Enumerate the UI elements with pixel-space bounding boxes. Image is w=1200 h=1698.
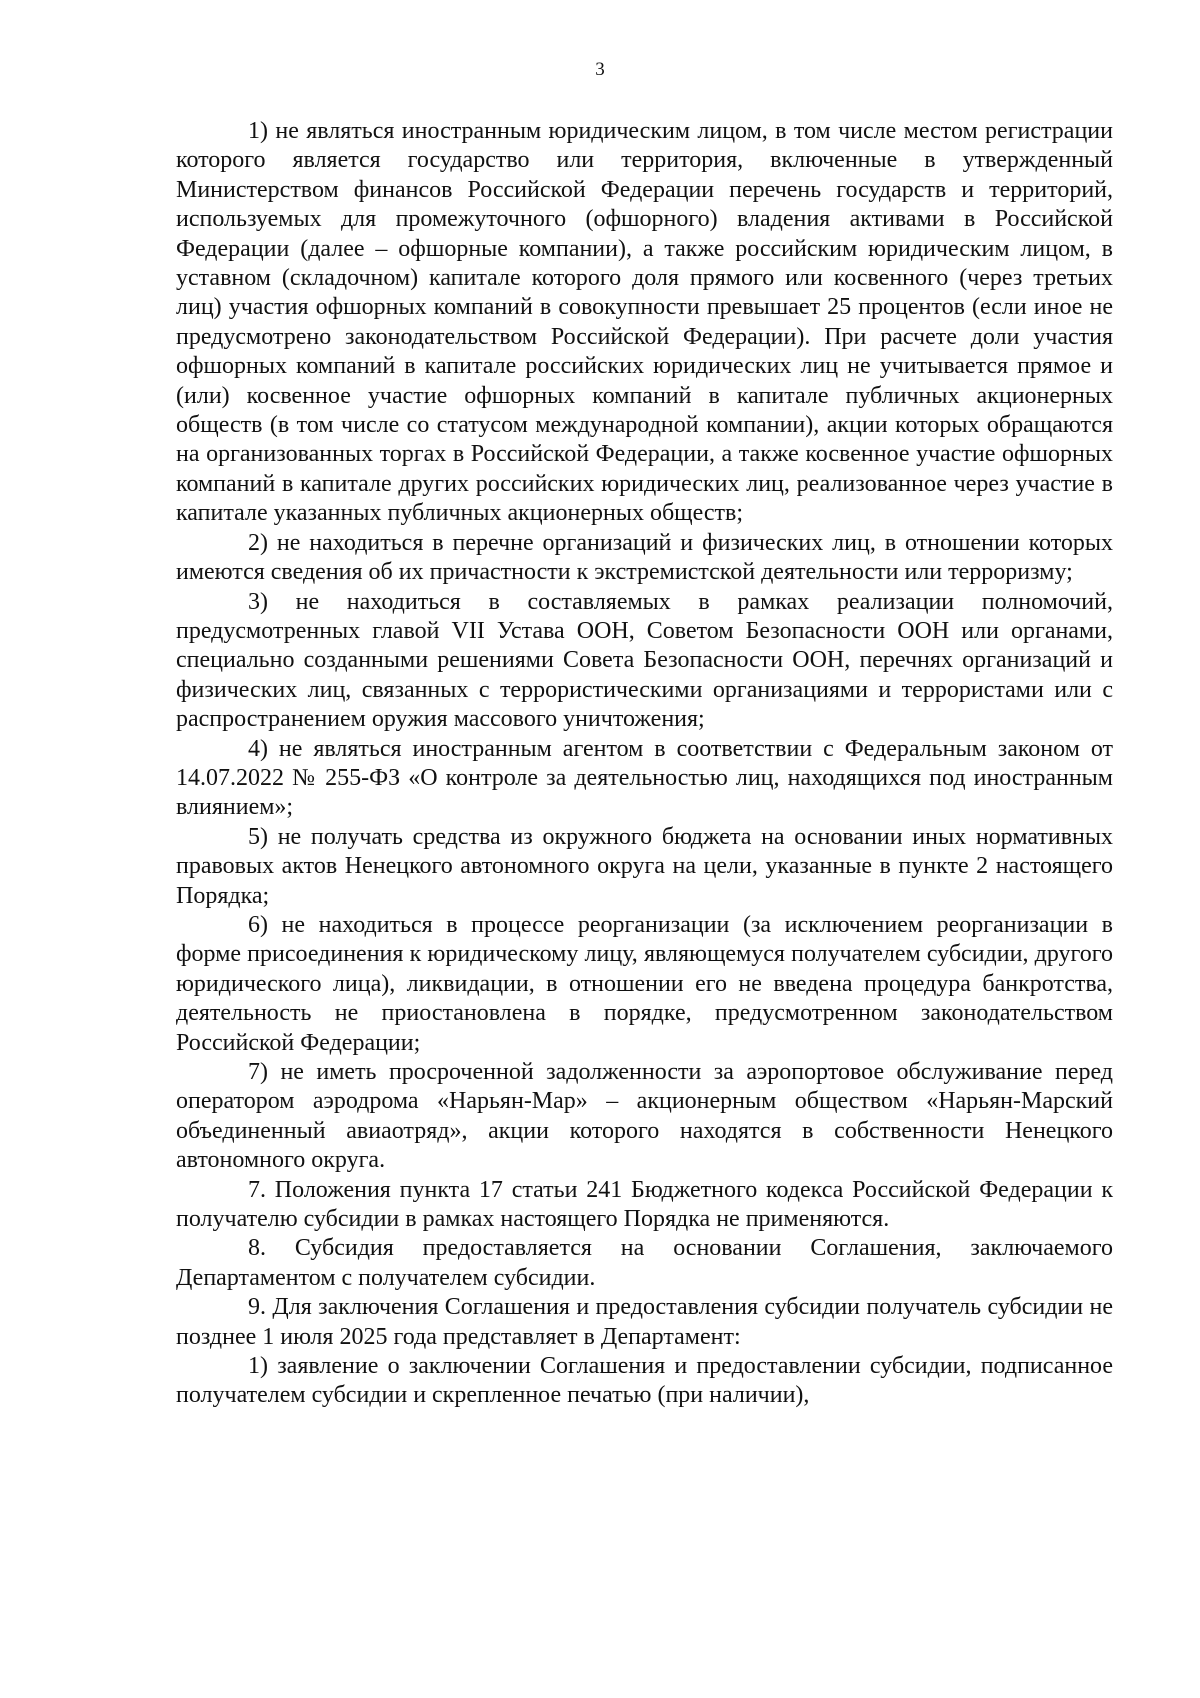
paragraph-item-3-un-lists: 3) не находиться в составляемых в рамках реализации полномочий, предусмотренных главой VII Устава ООН, Советом Безопасности ООН или органами, специально созданными решениями Совета Безопасности ООН, перечнях организаций и физических лиц, связанных с террористическими организациями и террористами или с распространением оружия массового уничтожения; <box>176 588 1113 733</box>
paragraph-item-1-offshore: 1) не являться иностранным юридическим лицом, в том числе местом регистрации которого является государство или территория, включенные в утвержденный Министерством финансов Российской Федерации перечень государств и территорий, используемых для промежуточного (офшорного) владения активами в Российской Федерации (далее – офшорные компании), а также российским юридическим лицом, в уставном (складочном) капитале которого доля прямого или косвенного (через третьих лиц) участия офшорных компаний в совокупности превышает 25 процентов (если иное не предусмотрено законодательством Российской Федерации). При расчете доли участия офшорных компаний в капитале российских юридических лиц не учитывается прямое и (или) косвенное участие офшорных компаний в капитале публичных акционерных обществ (в том числе со статусом международной компании), акции которых обращаются на организованных торгах в Российской Федерации, а также косвенное участие офшорных компаний в капитале других российских юридических лиц, реализованное через участие в капитале указанных публичных акционерных обществ; <box>176 118 1113 527</box>
paragraph-clause-9: 9. Для заключения Соглашения и предоставления субсидии получатель субсидии не позднее 1 июля 2025 года представляет в Департамент: <box>176 1294 1113 1350</box>
paragraph-item-2-extremism: 2) не находиться в перечне организаций и физических лиц, в отношении которых имеются сведения об их причастности к экстремистской деятельности или терроризму; <box>176 529 1113 586</box>
paragraph-clause-8: 8. Субсидия предоставляется на основании Соглашения, заключаемого Департаментом с получателем субсидии. <box>176 1235 1113 1291</box>
paragraph-item-7-debt: 7) не иметь просроченной задолженности за аэропортовое обслуживание перед оператором аэродрома «Нарьян-Мар» – акционерным обществом «Нарьян-Марский объединенный авиаотряд», акции которого находятся в собственности Ненецкого автономного округа. <box>176 1059 1113 1174</box>
document-body <box>176 117 1113 1411</box>
page-number: 3 <box>595 59 605 80</box>
paragraph-clause-9-item-1: 1) заявление о заключении Соглашения и предоставлении субсидии, подписанное получателем субсидии и скрепленное печатью (при наличии), <box>176 1353 1113 1409</box>
paragraph-item-5-budget-funds: 5) не получать средства из окружного бюджета на основании иных нормативных правовых актов Ненецкого автономного округа на цели, указанные в пункте 2 настоящего Порядка; <box>176 823 1113 909</box>
paragraph-clause-7: 7. Положения пункта 17 статьи 241 Бюджетного кодекса Российской Федерации к получателю субсидии в рамках настоящего Порядка не применяются. <box>176 1176 1113 1233</box>
paragraph-item-6-reorganization: 6) не находиться в процессе реорганизации (за исключением реорганизации в форме присоединения к юридическому лицу, являющемуся получателем субсидии, другого юридического лица), ликвидации, в отношении его не введена процедура банкротства, деятельность не приостановлена в порядке, предусмотренном законодательством Российской Федерации; <box>176 911 1113 1056</box>
paragraph-item-4-foreign-agent: 4) не являться иностранным агентом в соответствии с Федеральным законом от 14.07.2022 № 255-ФЗ «О контроле за деятельностью лиц, находящихся под иностранным влиянием»; <box>176 735 1113 821</box>
